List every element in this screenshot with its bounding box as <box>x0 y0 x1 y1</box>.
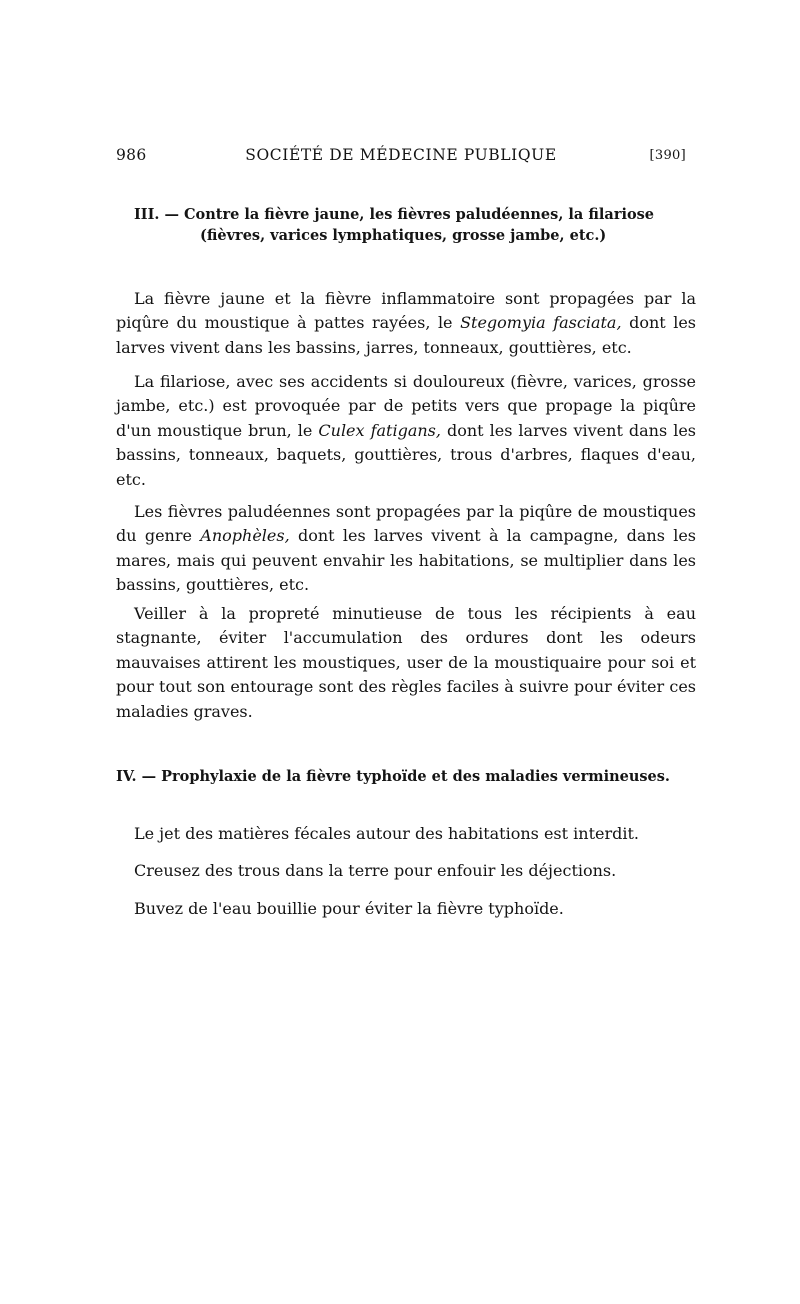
section-3-heading-line1: III. — Contre la fièvre jaune, les fièvres paludéennes, la filariose <box>134 206 655 223</box>
page-number: 986 <box>116 146 147 164</box>
paragraph-text: La fièvre jaune et la fièvre inflammatoire sont propagées par la piqûre du moustique à pattes rayées, le <box>116 289 696 333</box>
species-name: Culex fatigans, <box>318 420 441 440</box>
rule-item: Buvez de l'eau bouillie pour éviter la fièvre typhoïde. <box>134 899 564 918</box>
paragraph-yellow-fever <box>116 287 696 360</box>
paragraph-text: dont les larves vivent dans les bassins, jarres, tonneaux, gouttières, etc. <box>116 313 697 357</box>
paragraph-text: La filariose, avec ses accidents si douloureux (fièvre, varices, grosse jambe, etc.) est provoquée par de petits vers que propage la piqûre d'un moustique brun, le <box>116 372 696 440</box>
paragraph-text: dont les larves vivent dans les bassins, tonneaux, baquets, gouttières, trous d'arbres, flaques d'eau, etc. <box>116 420 697 489</box>
page-header <box>116 146 686 170</box>
section-3-heading-line2: (fièvres, varices lymphatiques, grosse jambe, etc.) <box>200 227 607 244</box>
paragraph-filariasis <box>116 370 696 492</box>
running-title: SOCIÉTÉ DE MÉDECINE PUBLIQUE <box>245 146 557 164</box>
species-name: Stegomyia fasciata, <box>460 313 622 333</box>
paragraph-prevention: Veiller à la propreté minutieuse de tous les récipients à eau stagnante, éviter l'accumulation des ordures dont les odeurs mauvaises attirent les moustiques, user de la moustiquaire pour soi et pour tout son entourage sont des règles faciles à suivre pour éviter ces maladies graves. <box>116 604 696 721</box>
section-3-heading <box>134 204 694 246</box>
reference-number: [390] <box>649 148 686 163</box>
rule-item: Le jet des matières fécales autour des habitations est interdit. <box>134 824 639 843</box>
paragraph-text: Les fièvres paludéennes sont propagées par la piqûre de moustiques du genre <box>116 502 696 546</box>
rule-item: Creusez des trous dans la terre pour enfouir les déjections. <box>134 861 617 880</box>
paragraph-malaria <box>116 500 696 598</box>
paragraph-text: dont les larves vivent à la campagne, dans les mares, mais qui peuvent envahir les habitations, se multiplier dans les bassins, gouttières, etc. <box>116 526 696 595</box>
section-4-heading: IV. — Prophylaxie de la fièvre typhoïde et des maladies vermineuses. <box>116 768 670 785</box>
species-name: Anophèles, <box>200 526 290 546</box>
